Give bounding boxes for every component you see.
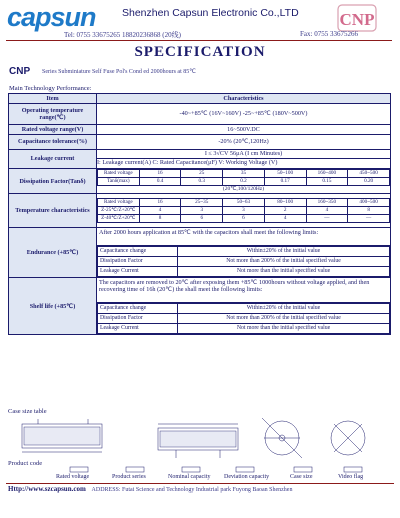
temp-cell: 400~500 xyxy=(348,199,390,207)
leakage-formula: I ≤ 3√CV 56μA (I cm Minutes) xyxy=(97,150,390,159)
series-description: Series Subminiature Self Fuse Pol's Cond ed 2000hours at 85℃ xyxy=(42,69,196,75)
endurance-limit: Not more than the initial specified value xyxy=(178,267,390,277)
temp-char-value xyxy=(97,194,391,228)
endurance-value xyxy=(97,228,391,278)
code-boxes xyxy=(40,466,400,474)
temp-cell: 3 xyxy=(181,207,223,215)
df-cell: 16 xyxy=(139,170,181,178)
company-address: ADDRESS: Futai Science and Technology Industrial park Fuyong Baoan Shenzhen xyxy=(91,487,293,493)
temp-cell: 160~350 xyxy=(306,199,348,207)
col-item: Item xyxy=(9,94,97,104)
col-characteristics: Characteristics xyxy=(97,94,391,104)
df-cell: 0.4 xyxy=(139,178,181,186)
df-value-row xyxy=(98,178,390,186)
temp-cell: 3 xyxy=(223,207,265,215)
series-code: CNP xyxy=(9,66,31,77)
section-heading: Main Technology Performance: xyxy=(9,85,92,92)
endurance-limits xyxy=(97,246,390,277)
df-cell: Tanδ(max) xyxy=(98,178,140,186)
temp-cell: 4 xyxy=(264,215,306,223)
temp-cell: 80~100 xyxy=(264,199,306,207)
temp-cell: Rated voltage xyxy=(98,199,140,207)
df-header-row xyxy=(98,170,390,178)
capacitor-top-view-drawing xyxy=(331,421,365,455)
telephone: Tel: 0755 33675265 18820236868 (20线) xyxy=(64,31,181,39)
temp-cell: — xyxy=(348,215,390,223)
temp-cell: Z-40℃/Z+20℃ xyxy=(98,215,140,223)
op-temp-label: Operating temperature range(℃) xyxy=(9,104,97,125)
capacitor-side-view-drawing xyxy=(22,419,102,452)
temp-cell: 6 xyxy=(223,215,265,223)
shelf-limit: Not more than 200% of the initial specified value xyxy=(178,314,390,324)
temp-cell: 4 xyxy=(306,207,348,215)
temp-cell: 8 xyxy=(348,207,390,215)
footer xyxy=(8,485,292,493)
df-cell: 0.15 xyxy=(306,178,348,186)
temp-cell: 50~63 xyxy=(223,199,265,207)
endurance-label: Endurance (+85℃) xyxy=(9,228,97,278)
code-label: Deviation capacity xyxy=(224,474,270,480)
company-name: Shenzhen Capsun Electronic Co.,LTD xyxy=(122,7,299,19)
page-title: SPECIFICATION xyxy=(134,44,266,60)
shelf-life-text: The capacitors are removed to 20℃ after exposing them +85℃ 1000hours without voltage applied, and then recovering time of 16h (20℃) the shall meet the following limits: xyxy=(97,278,390,303)
rated-voltage-value: 16~500V.DC xyxy=(97,125,391,135)
cap-tolerance-label: Capacitance tolerance(%) xyxy=(9,135,97,150)
leakage-desc: I: Leakage current(A) C: Rated Capacitance(μF) V: Working Voltage (V) xyxy=(97,159,278,166)
case-size-drawings xyxy=(8,416,392,460)
leakage-label: Leakage current xyxy=(9,150,97,169)
capacitor-end-view-drawing xyxy=(262,418,302,458)
df-cell: 160~400 xyxy=(306,170,348,178)
shelf-limit: Not more than the initial specified value xyxy=(178,324,390,334)
df-cell: 0.17 xyxy=(264,178,306,186)
df-cell: 0.3 xyxy=(181,178,223,186)
temp-header-row xyxy=(98,199,390,207)
endurance-item: Dissipation Factor xyxy=(98,257,178,267)
product-code-heading: Product code xyxy=(8,460,43,467)
df-cell: 25 xyxy=(181,170,223,178)
df-cell: 35 xyxy=(223,170,265,178)
endurance-limit: Not more than 200% of the initial specified value xyxy=(178,257,390,267)
temp-cell: Z-25℃/Z+20℃ xyxy=(98,207,140,215)
shelf-item: Capacitance change xyxy=(98,304,178,314)
df-note: (20℃,100/120Hz) xyxy=(222,186,265,192)
code-label: Product series xyxy=(112,474,146,480)
header-rule xyxy=(6,40,392,41)
temp-table xyxy=(97,198,390,223)
svg-text:CNP: CNP xyxy=(339,10,375,29)
spec-table xyxy=(8,93,391,335)
shelf-life-value xyxy=(97,278,391,335)
temp-row-1 xyxy=(98,207,390,215)
df-table xyxy=(97,169,390,186)
shelf-item: Dissipation Factor xyxy=(98,314,178,324)
cap-tolerance-value: -20% (20℃,120Hz) xyxy=(97,135,391,150)
df-value xyxy=(97,169,391,194)
temp-cell: 6 xyxy=(181,215,223,223)
endurance-limit: Within±20% of the initial value xyxy=(178,247,390,257)
code-label: Nominal capacity xyxy=(168,474,211,480)
shelf-life-label: Shelf life (+85℃) xyxy=(9,278,97,335)
code-label: Video flag xyxy=(338,474,364,480)
df-label: Dissipation Factor(Tanδ) xyxy=(9,169,97,194)
shelf-item: Leakage Current xyxy=(98,324,178,334)
fax: Fax: 0755 33675266 xyxy=(300,30,358,38)
df-cell: 50~100 xyxy=(264,170,306,178)
shelf-limit: Within±20% of the initial value xyxy=(178,304,390,314)
code-label: Case size xyxy=(290,474,313,480)
capsun-logo: capsun xyxy=(7,2,96,32)
temp-cell: 4 xyxy=(139,207,181,215)
shelf-life-limits xyxy=(97,303,390,334)
product-code-legend xyxy=(40,466,400,482)
op-temp-value: -40~+85℃ (16V~160V) -25~+85℃ (180V~500V) xyxy=(97,104,391,125)
df-cell: Rated voltage xyxy=(98,170,140,178)
endurance-text: After 2000 hours application at 85℃ with the capacitors shall meet the following limits: xyxy=(97,228,390,246)
footer-rule xyxy=(6,483,394,484)
rated-voltage-label: Rated voltage range(V) xyxy=(9,125,97,135)
leakage-value xyxy=(97,150,391,169)
temp-cell: 2 xyxy=(264,207,306,215)
capacitor-front-view-drawing xyxy=(158,424,238,458)
df-cell: 450~500 xyxy=(348,170,390,178)
endurance-item: Leakage Current xyxy=(98,267,178,277)
temp-cell: 25~35 xyxy=(181,199,223,207)
endurance-item: Capacitance change xyxy=(98,247,178,257)
df-cell: 0.2 xyxy=(223,178,265,186)
temp-cell: 16 xyxy=(139,199,181,207)
code-label: Rated voltage xyxy=(56,474,90,480)
case-size-heading: Case size table xyxy=(8,408,47,415)
temp-row-2 xyxy=(98,215,390,223)
website-link[interactable]: Http://www.szcapsun.com xyxy=(8,485,86,493)
df-cell: 0.20 xyxy=(348,178,390,186)
temp-cell: — xyxy=(306,215,348,223)
temp-cell: 8 xyxy=(139,215,181,223)
temp-char-label: Temperature characteristics xyxy=(9,194,97,228)
